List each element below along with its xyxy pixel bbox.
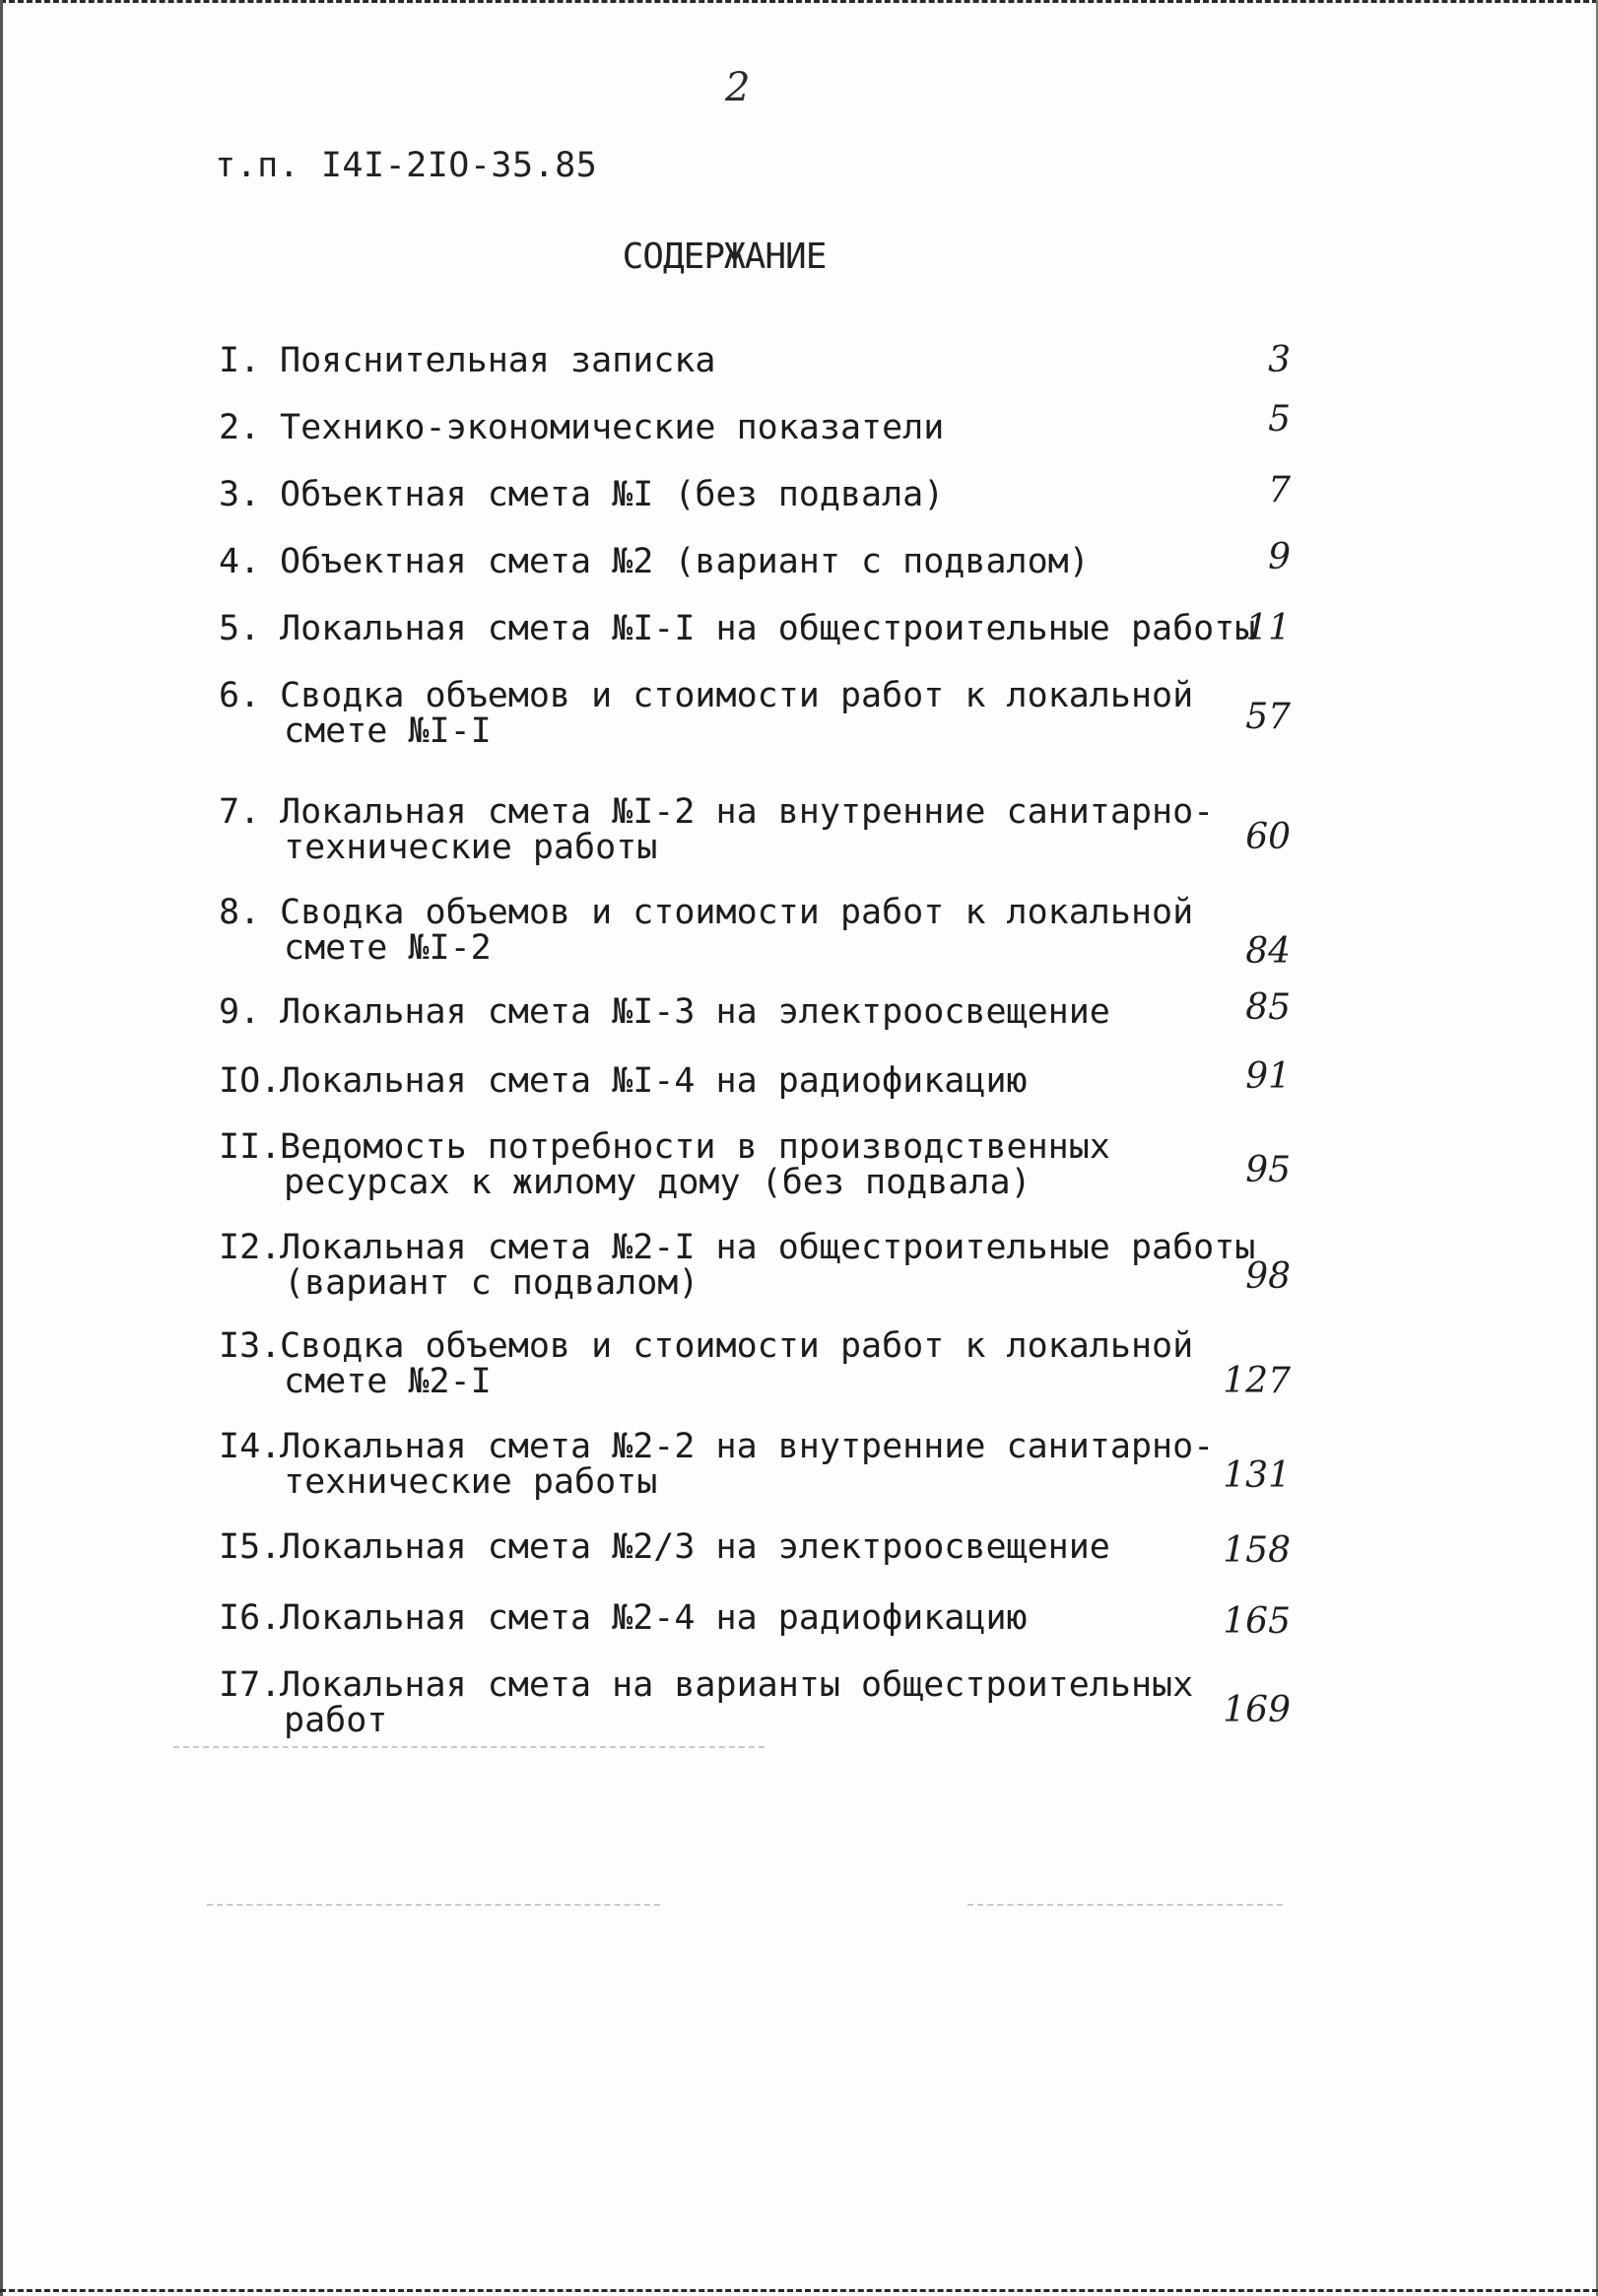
entry-text [280,343,1245,378]
entry-text-line: Технико-экономические показатели [280,408,945,447]
entry-number: 9. [219,992,261,1032]
entry-text-line: (вариант с подвалом) [284,1263,699,1303]
entry-page: 7 [1268,470,1291,510]
entry-page: 165 [1223,1601,1291,1642]
entry-text-line: Локальная смета №I-I на общестроительные работы [280,609,1256,648]
scan-residue-line [173,1746,765,1748]
entry-text-line: Локальная смета №2-2 на внутренние санитарно- [280,1427,1215,1466]
entry-text-line: Локальная смета №2-4 на радиофикацию [280,1598,1028,1638]
entry-page: 84 [1245,931,1291,972]
entry-text [280,1429,1245,1500]
scan-residue-line [967,1904,1283,1906]
entry-number: 6. [219,676,261,715]
entry-text-line: Локальная смета №I-3 на электроосвещение [280,992,1110,1032]
entry-page: 91 [1245,1056,1291,1097]
entry-page: 127 [1223,1361,1291,1401]
entry-text-line: Сводка объемов и стоимости работ к локальной [280,676,1194,715]
entry-number: I5. [219,1527,282,1567]
entry-text-line: смете №I-I [284,711,492,751]
entry-number: 5. [219,609,261,648]
entry-text [280,895,1245,966]
document-code: т.п. I4I-2IO-35.85 [215,146,598,185]
entry-text [280,544,1245,579]
entry-text-line: смете №I-2 [284,928,492,968]
entry-text-line: смете №2-I [284,1362,492,1401]
entry-page: 85 [1245,987,1291,1028]
entry-number: I3. [219,1326,282,1366]
entry-text-line: Локальная смета №2/3 на электроосвещение [280,1527,1110,1567]
document-title: СОДЕРЖАНИЕ [622,236,827,277]
page-number: 2 [725,65,751,110]
entry-number: 3. [219,475,261,514]
entry-number: I7. [219,1665,282,1705]
entry-text-line: Локальная смета №I-2 на внутренние санитарно- [280,792,1215,832]
entry-text [280,609,1256,648]
entry-number: I2. [219,1228,282,1267]
entry-number: I. [219,341,261,380]
entry-text [280,1063,1245,1099]
entry-number: IO. [219,1061,282,1101]
entry-text [280,794,1245,865]
entry-page: 131 [1223,1455,1291,1496]
entry-text-line: Объектная смета №2 (вариант с подвалом) [280,542,1090,581]
entry-page: 9 [1268,537,1291,577]
entry-page: 11 [1245,608,1291,648]
entry-text-line: Сводка объемов и стоимости работ к локальной [280,893,1194,932]
entry-page: 169 [1223,1690,1291,1730]
entry-text-line: Локальная смета на варианты общестроительных [280,1665,1194,1705]
entry-text [280,1667,1245,1738]
entry-page: 60 [1245,817,1291,857]
entry-text [280,410,1245,445]
entry-text-line: Объектная смета №I (без подвала) [280,475,945,514]
entry-text-line: Локальная смета №I-4 на радиофикацию [280,1061,1028,1101]
entry-text [280,994,1245,1030]
entry-text [280,477,1245,512]
entry-page: 3 [1268,340,1291,380]
entry-text-line: Ведомость потребности в производственных [280,1127,1110,1167]
entry-text-line: технические работы [284,828,658,867]
entry-text-line: технические работы [284,1462,658,1502]
entry-page: 98 [1245,1256,1291,1297]
entry-page: 95 [1245,1150,1291,1190]
entry-number: 7. [219,792,261,832]
entry-text [280,1328,1245,1399]
entry-number: 4. [219,542,261,581]
entry-number: II. [219,1127,282,1167]
entry-text-line: ресурсах к жилому дому (без подвала) [284,1163,1032,1202]
scan-border-top [0,0,1598,3]
entry-text-line: Пояснительная записка [280,341,716,380]
scan-border-bottom [0,2289,1598,2292]
entry-page: 158 [1223,1530,1291,1571]
entry-text [280,1529,1245,1565]
entry-text [280,1600,1245,1636]
entry-number: 2. [219,408,261,447]
entry-text [280,678,1245,749]
entry-number: I6. [219,1598,282,1638]
entry-page: 57 [1245,697,1291,737]
entry-number: I4. [219,1427,282,1466]
entry-page: 5 [1268,399,1291,439]
scan-residue-line [207,1904,660,1906]
entry-text-line: Локальная смета №2-I на общестроительные работы [280,1228,1256,1267]
scan-border-left [0,0,3,2296]
entry-text-line: работ [284,1701,388,1740]
entry-text-line: Сводка объемов и стоимости работ к локальной [280,1326,1194,1366]
entry-number: 8. [219,893,261,932]
entry-text [280,1228,1256,1303]
entry-text [280,1129,1245,1200]
